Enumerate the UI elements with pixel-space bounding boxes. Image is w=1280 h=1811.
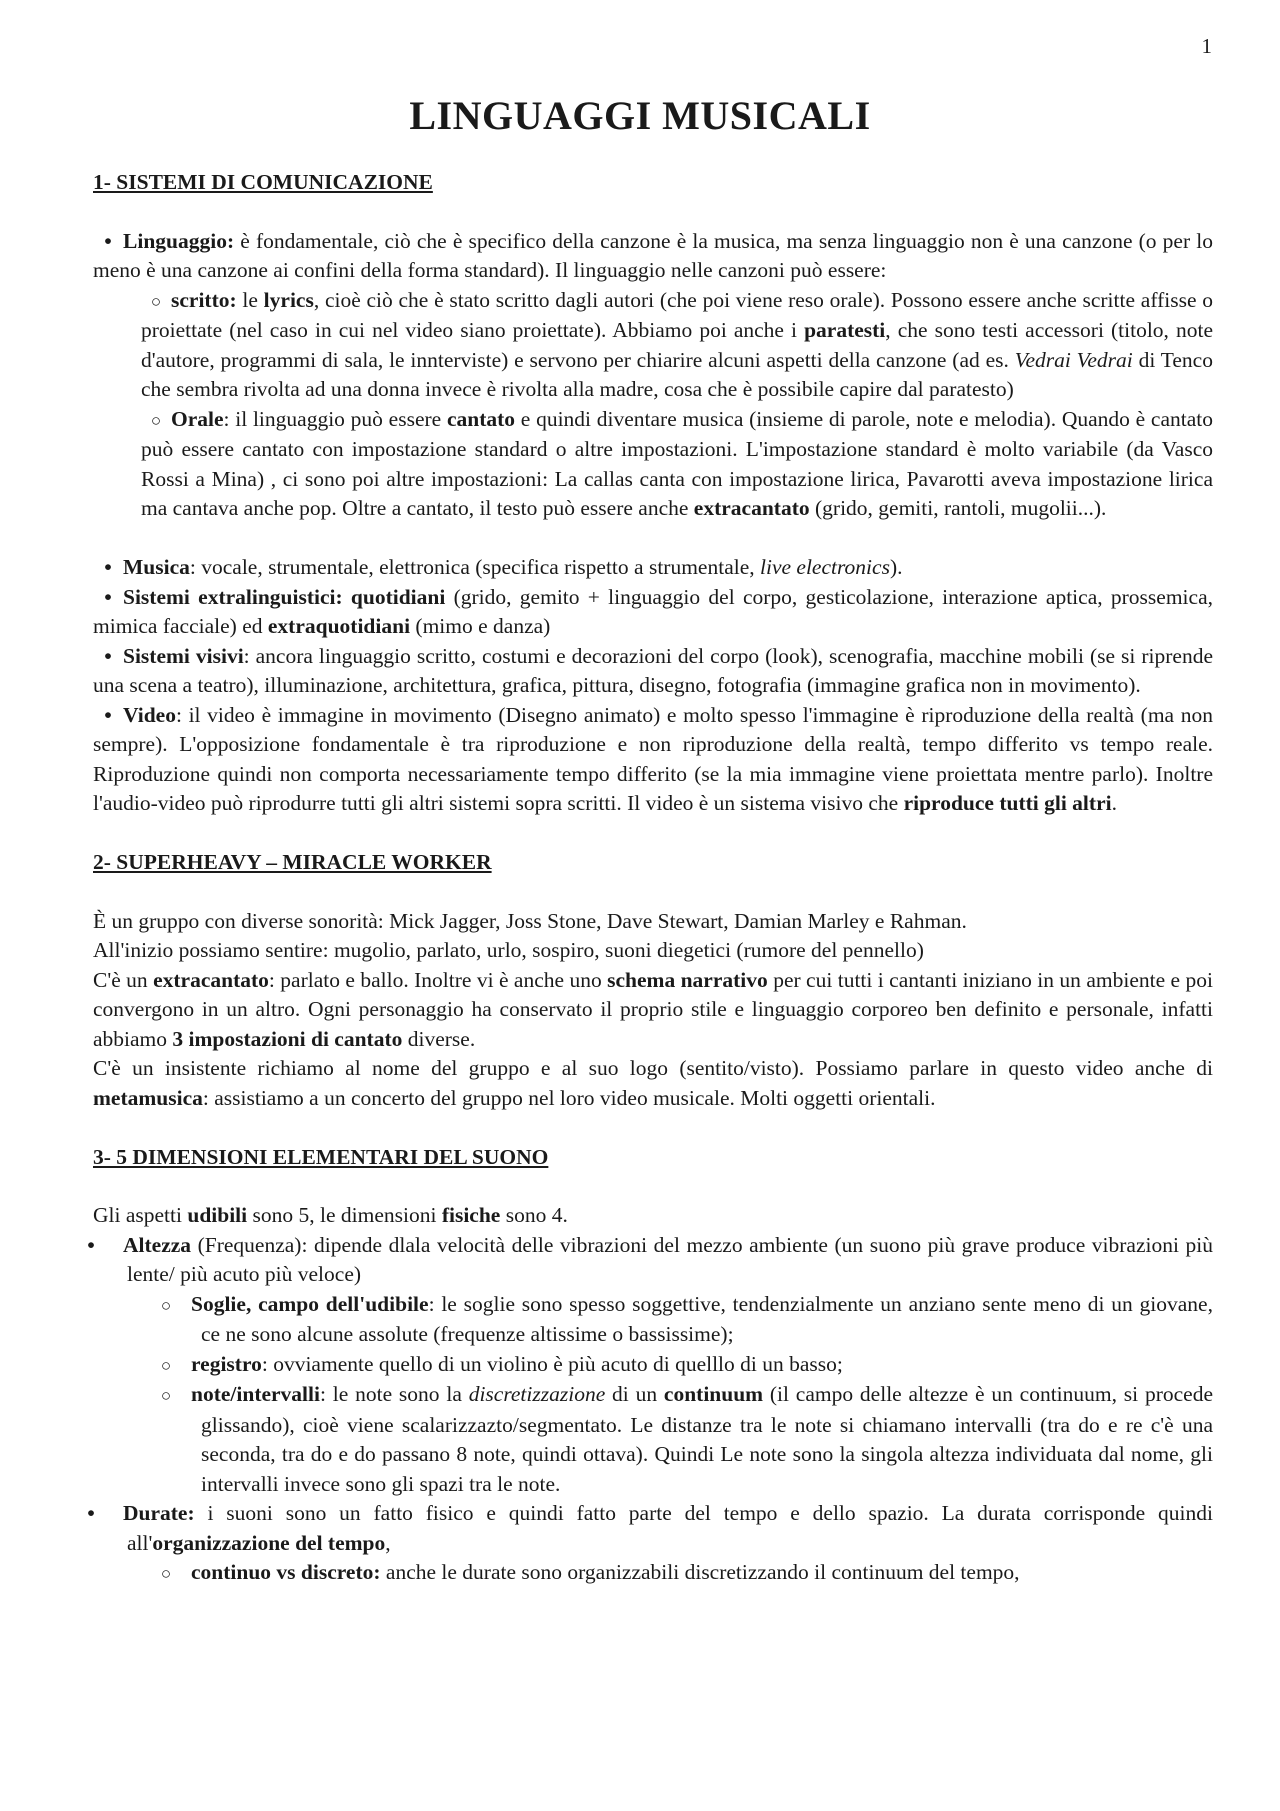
circle-bullet-icon: ○: [160, 1386, 172, 1405]
bullet-musica: • Musica: vocale, strumentale, elettronica (specifica rispetto a strumentale, live electronics).: [93, 553, 1213, 583]
subitem-soglie: ○ Soglie, campo dell'udibile: le soglie sono spesso soggettive, tendenzialmente un anziano sente meno di un giovane, ce ne sono alcune assolute (frequenze altissime o bassissime);: [160, 1291, 1213, 1346]
page-number: 1: [1201, 34, 1212, 58]
sublist-altezza: [93, 1290, 1213, 1500]
paragraph-gruppo: È un gruppo con diverse sonorità: Mick Jagger, Joss Stone, Dave Stewart, Damian Marley e Rahman.: [93, 908, 967, 933]
bullet-icon: •: [104, 702, 112, 727]
subitem-note-intervalli: ○ note/intervalli: le note sono la discretizzazione di un continuum (il campo delle altezze è un continuum, si procede glissando), cioè viene scalarizzazto/segmentato. Le distanze tra le note si chiamano intervalli (tra do e re c'è una seconda, tra do e do passano 8 note, quindi ottava). Quindi Le note sono la singola altezza individuata dal nome, gli intervalli invece sono gli spazi tra le note.: [160, 1382, 1213, 1496]
section-heading-3: 3- 5 DIMENSIONI ELEMENTARI DEL SUONO: [93, 1144, 549, 1169]
circle-bullet-icon: ○: [160, 1295, 172, 1315]
bullet-icon: •: [87, 1232, 95, 1257]
bullet-linguaggio: • Linguaggio: è fondamentale, ciò che è specifico della canzone è la musica, ma senza linguaggio non è una canzone (o per lo meno è una canzone ai confini della forma standard). Il linguaggio nelle canzoni può essere:: [93, 228, 1213, 282]
circle-bullet-icon: ○: [160, 1564, 172, 1583]
paragraph-aspetti: Gli aspetti udibili sono 5, le dimensioni fisiche sono 4.: [93, 1203, 568, 1227]
bullet-icon: •: [104, 555, 112, 579]
circle-bullet-icon: ○: [150, 291, 162, 311]
sublist-linguaggio: [93, 286, 1213, 524]
paragraph-inizio: All'inizio possiamo sentire: mugolio, parlato, urlo, sospiro, suoni diegetici (rumore del pennello): [93, 938, 924, 962]
subitem-orale: ○ Orale: il linguaggio può essere cantato e quindi diventare musica (insieme di parole, note e melodia). Quando è cantato può essere cantato con impostazione standard o altre impostazioni. L'impostazione standard è molto variabile (da Vasco Rossi a Mina) , ci sono poi altre impostazioni: La callas canta con impostazione lirica, Pavarotti aveva impostazione lirica ma cantava anche pop. Oltre a cantato, il testo può essere anche extracantato (grido, gemiti, rantoli, mugolii...).: [141, 406, 1214, 520]
sublist-durate: [93, 1558, 1213, 1589]
paragraph-metamusica: C'è un insistente richiamo al nome del gruppo e al suo logo (sentito/visto). Possiamo parlare in questo video anche di metamusica: assistiamo a un concerto del gruppo nel loro video musicale. Molti oggetti orientali.: [93, 1056, 1213, 1110]
subitem-registro: ○ registro: ovviamente quello di un violino è più acuto di quelllo di un basso;: [167, 1350, 1213, 1381]
section-heading-1: 1- SISTEMI DI COMUNICAZIONE: [93, 170, 433, 194]
bullet-icon: •: [104, 643, 112, 668]
subitem-scritto: ○ scritto: le lyrics, cioè ciò che è stato scritto dagli autori (che poi viene reso orale). Possono essere anche scritte affisse o proiettate (nel caso in cui nel video siano proiettate). Abbiamo poi anche i paratesti, che sono testi accessori (titolo, note d'autore, programmi di sala, le innterviste) e servono per chiarire alcuni aspetti della canzone (ad es. Vedrai Vedrai di Tenco che sembra rivolta ad una donna invece è rivolta alla madre, cosa che è possibile capire dal paratesto): [141, 287, 1213, 401]
bullet-icon: •: [104, 228, 112, 253]
bullet-icon: •: [87, 1501, 95, 1525]
bullet-visivi: • Sistemi visivi: ancora linguaggio scritto, costumi e decorazioni del corpo (look), scenografia, macchine mobili (se si riprende una scena a teatro), illuminazione, architettura, grafica, pittura, disegno, fotografia (immagine grafica non in movimento).: [93, 643, 1213, 697]
circle-bullet-icon: ○: [150, 410, 162, 430]
circle-bullet-icon: ○: [160, 1355, 172, 1375]
section-heading-2: 2- SUPERHEAVY – MIRACLE WORKER: [93, 850, 492, 874]
bullet-icon: •: [104, 584, 112, 609]
document-title: LINGUAGGI MUSICALI: [409, 93, 871, 138]
bullet-extralinguistici: • Sistemi extralinguistici: quotidiani (grido, gemito + linguaggio del corpo, gesticolazione, interazione aptica, prossemica, mimica facciale) ed extraquotidiani (mimo e danza): [93, 584, 1213, 638]
bullet-video: • Video: il video è immagine in movimento (Disegno animato) e molto spesso l'immagine è riproduzione della realtà (ma non sempre). L'opposizione fondamentale è tra riproduzione e non riproduzione della realtà, tempo differito vs tempo reale. Riproduzione quindi non comporta necessariamente tempo differito (se la mia immagine viene proiettata mentre parlo). Inoltre l'audio-video può riprodurre tutti gli altri sistemi sopra scritti. Il video è un sistema visivo che riproduce tutti gli altri.: [93, 702, 1213, 815]
document-body: [87, 168, 1214, 1589]
bullet-durate: • Durate: i suoni sono un fatto fisico e quindi fatto parte del tempo e dello spazio. La durata corrisponde quindi all'organizzazione del tempo,: [87, 1501, 1213, 1555]
bullet-altezza: • Altezza (Frequenza): dipende dlala velocità delle vibrazioni del mezzo ambiente (un suono più grave produce vibrazioni più lente/ più acuto più veloce): [87, 1232, 1213, 1286]
subitem-continuo-discreto: ○ continuo vs discreto: anche le durate sono organizzabili discretizzando il continuum del tempo,: [167, 1558, 1213, 1589]
paragraph-extracantato: C'è un extracantato: parlato e ballo. Inoltre vi è anche uno schema narrativo per cui tutti i cantanti iniziano in un ambiente e poi convergono in un altro. Ogni personaggio ha conservato il proprio stile e linguaggio corporeo ben definito e personale, infatti abbiamo 3 impostazioni di cantato diverse.: [93, 967, 1213, 1051]
